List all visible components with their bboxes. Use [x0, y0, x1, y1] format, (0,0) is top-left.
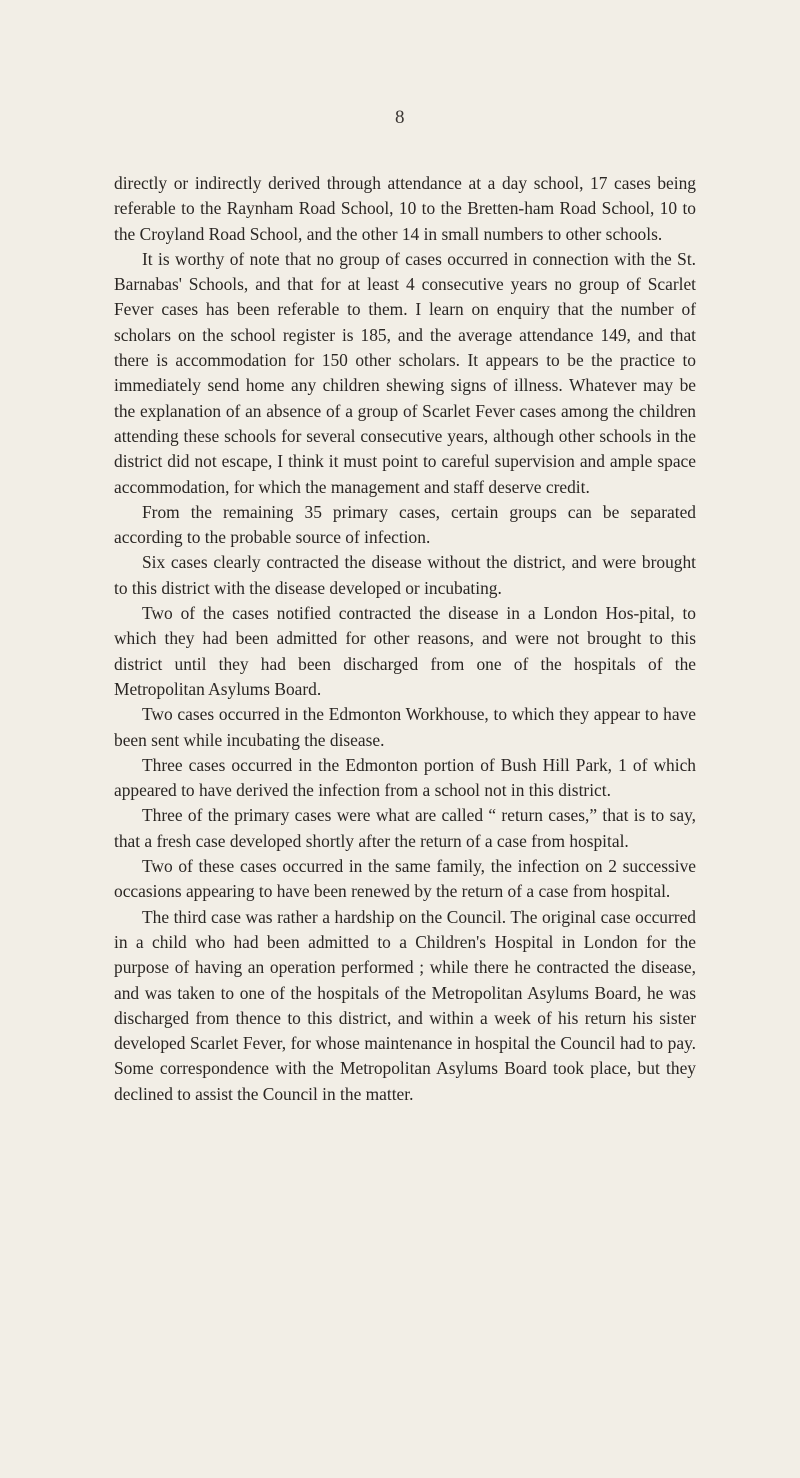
paragraph: Six cases clearly contracted the disease without the district, and were brought to this district with the disease developed or incubating.: [114, 552, 696, 598]
paragraph: Three cases occurred in the Edmonton portion of Bush Hill Park, 1 of which appeared to have derived the infection from a school not in this district.: [114, 754, 696, 801]
body-text: [114, 171, 696, 1107]
paragraph: Two of the cases notified contracted the disease in a London Hos-pital, to which they had been admitted for other reasons, and were not brought to this district until they had been discharged from one of the hospitals of the Metropolitan Asylums Board.: [114, 603, 696, 699]
paragraph: Two cases occurred in the Edmonton Workhouse, to which they appear to have been sent while incubating the disease.: [114, 704, 696, 750]
paragraph: Three of the primary cases were what are called “ return cases,” that is to say, that a fresh case developed shortly after the return of a case from hospital.: [114, 805, 696, 851]
paragraph: The third case was rather a hardship on the Council. The original case occurred in a child who had been admitted to a Children's Hospital in London for the purpose of having an operation performed ; while there he contracted the disease, and was taken to one of the hospitals of the Metropolitan Asylums Board, he was discharged from thence to this district, and within a week of his return his sister developed Scarlet Fever, for whose maintenance in hospital the Council had to pay. Some correspondence with the Metropolitan Asylums Board took place, but they declined to assist the Council in the matter.: [114, 906, 696, 1104]
paragraph: directly or indirectly derived through attendance at a day school, 17 cases being referable to the Raynham Road School, 10 to the Bretten-ham Road School, 10 to the Croyland Road School, and the other 14 in small numbers to other schools.: [114, 173, 696, 244]
paragraph: It is worthy of note that no group of cases occurred in connection with the St. Barnabas' Schools, and that for at least 4 consecutive years no group of Scarlet Fever cases has been referable to them. I learn on enquiry that the number of scholars on the school register is 185, and the average attendance 149, and that there is accommodation for 150 other scholars. It appears to be the practice to immediately send home any children shewing signs of illness. Whatever may be the explanation of an absence of a group of Scarlet Fever cases among the children attending these schools for several consecutive years, although other schools in the district did not escape, I think it must point to careful supervision and ample space accommodation, for which the management and staff deserve credit.: [114, 248, 696, 497]
paragraph: Two of these cases occurred in the same family, the infection on 2 successive occasions appearing to have been renewed by the return of a case from hospital.: [114, 856, 696, 902]
page-number: 8: [395, 107, 405, 128]
paragraph: From the remaining 35 primary cases, certain groups can be separated according to the probable source of infection.: [114, 501, 696, 548]
